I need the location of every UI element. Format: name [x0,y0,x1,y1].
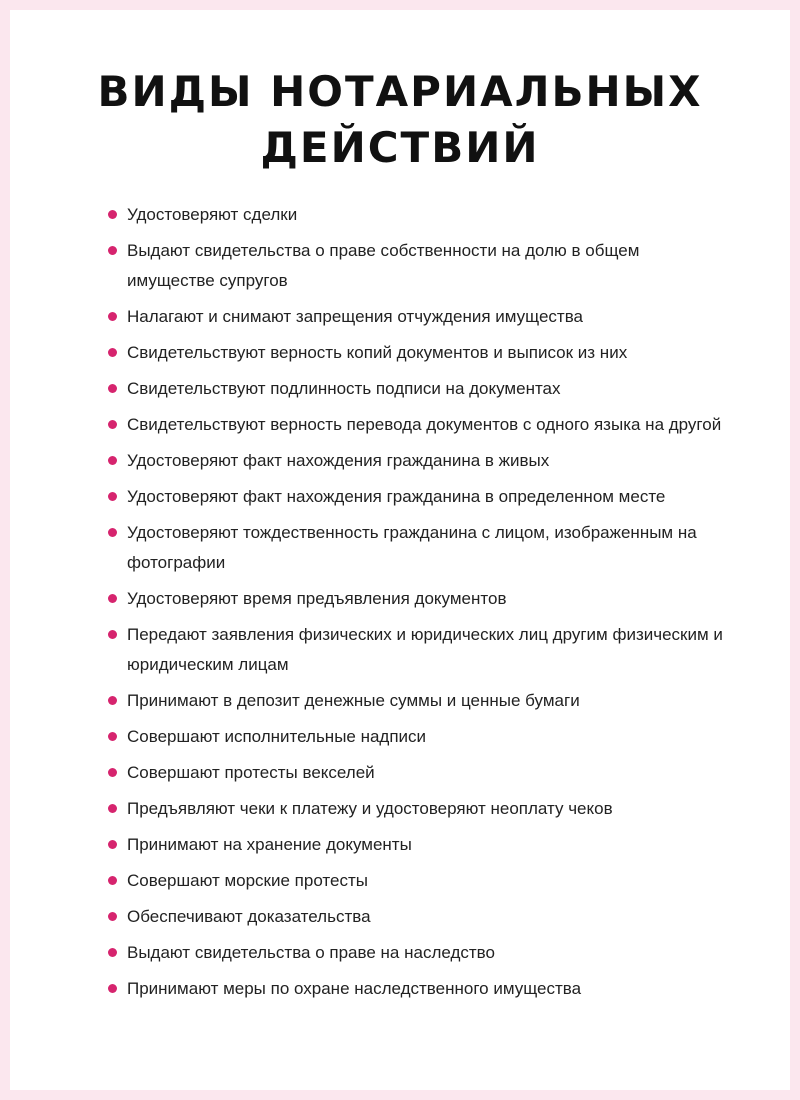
list-item-text: Совершают морские протесты [127,871,368,890]
list-item-text: Свидетельствуют подлинность подписи на документах [127,379,561,398]
bullet-icon [108,594,117,603]
bullet-icon [108,246,117,255]
bullet-icon [108,696,117,705]
list-item [108,794,728,824]
list-item [108,722,728,752]
list-item-text: Удостоверяют факт нахождения гражданина в определенном месте [127,487,666,506]
list-item [108,866,728,896]
bullet-icon [108,912,117,921]
page-title [10,64,790,176]
title-line-1: ВИДЫ НОТАРИАЛЬНЫХ [97,67,703,116]
list-item [108,374,728,404]
list-item [108,302,728,332]
list-item-text: Принимают меры по охране наследственного имущества [127,979,582,998]
list-item-text: Совершают протесты векселей [127,763,375,782]
bullet-icon [108,840,117,849]
list-item [108,518,728,578]
list-item [108,338,728,368]
list-item [108,974,728,1004]
list-item [108,830,728,860]
bullet-icon [108,210,117,219]
bullet-icon [108,384,117,393]
bullet-icon [108,630,117,639]
list-item-text: Удостоверяют тождественность гражданина с лицом, изображенным на фотографии [127,523,697,572]
bullet-icon [108,528,117,537]
list-item-text: Обеспечивают доказательства [127,907,371,926]
bullet-icon [108,876,117,885]
list-item [108,620,728,680]
bullet-icon [108,420,117,429]
bullet-icon [108,804,117,813]
list-item-text: Удостоверяют факт нахождения гражданина в живых [127,451,550,470]
list-item [108,938,728,968]
list-item-text: Принимают на хранение документы [127,835,412,854]
actions-list [108,200,728,1010]
list-item [108,902,728,932]
list-item [108,758,728,788]
list-item [108,236,728,296]
bullet-icon [108,948,117,957]
bullet-icon [108,732,117,741]
list-item-text: Передают заявления физических и юридических лиц другим физическим и юридическим лицам [127,625,723,674]
list-item [108,482,728,512]
bullet-icon [108,456,117,465]
list-item-text: Свидетельствуют верность перевода документов с одного языка на другой [127,415,722,434]
list-item-text: Удостоверяют время предъявления документов [127,589,507,608]
bullet-icon [108,768,117,777]
list-item-text: Совершают исполнительные надписи [127,727,427,746]
list-item-text: Налагают и снимают запрещения отчуждения имущества [127,307,584,326]
bullet-icon [108,312,117,321]
list-item-text: Принимают в депозит денежные суммы и ценные бумаги [127,691,580,710]
document-page [10,10,790,1090]
list-item [108,584,728,614]
list-item [108,686,728,716]
list-item-text: Свидетельствуют верность копий документов и выписок из них [127,343,628,362]
list-item [108,410,728,440]
bullet-icon [108,348,117,357]
list-item [108,200,728,230]
list-item-text: Выдают свидетельства о праве на наследство [127,943,495,962]
list-item [108,446,728,476]
title-line-2: ДЕЙСТВИЙ [260,123,540,172]
bullet-icon [108,492,117,501]
bullet-icon [108,984,117,993]
list-item-text: Удостоверяют сделки [127,205,298,224]
list-item-text: Предъявляют чеки к платежу и удостоверяют неоплату чеков [127,799,613,818]
list-item-text: Выдают свидетельства о праве собственности на долю в общем имуществе супругов [127,241,640,290]
